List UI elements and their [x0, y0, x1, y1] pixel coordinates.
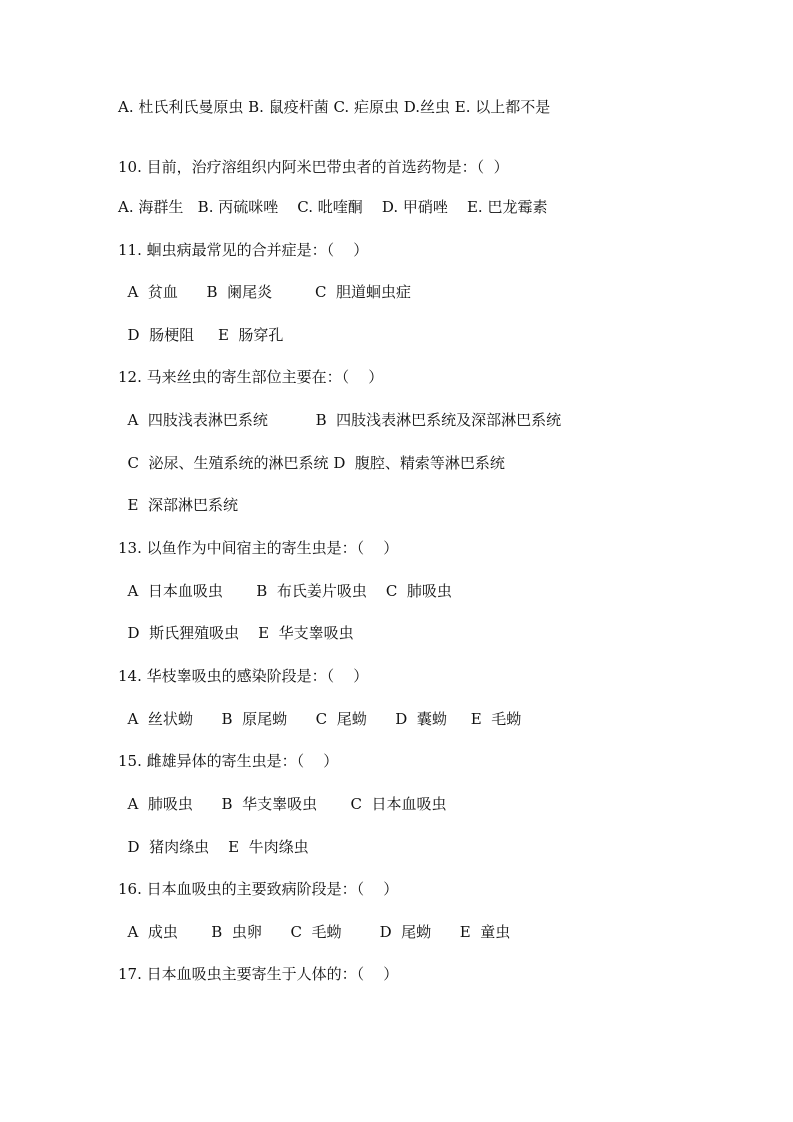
q15-options-row1: A 肺吸虫 B 华支睾吸虫 C 日本血吸虫: [118, 795, 447, 813]
q9-options: A. 杜氏利氏曼原虫 B. 鼠疫杆菌 C. 疟原虫 D.丝虫 E. 以上都不是: [118, 98, 551, 116]
question-11: 11. 蛔虫病最常见的合并症是：（ ）: [118, 241, 369, 259]
q15-options-row2: D 猪肉绦虫 E 牛肉绦虫: [118, 838, 309, 856]
q11-options-row1: A 贫血 B 阑尾炎 C 胆道蛔虫症: [118, 283, 411, 301]
question-13: 13. 以鱼作为中间宿主的寄生虫是：（ ）: [118, 539, 399, 557]
q12-options-row2: C 泌尿、生殖系统的淋巴系统 D 腹腔、精索等淋巴系统: [118, 454, 505, 472]
question-14: 14. 华枝睾吸虫的感染阶段是：（ ）: [118, 667, 369, 685]
q13-options-row2: D 斯氏狸殖吸虫 E 华支睾吸虫: [118, 624, 354, 642]
question-17: 17. 日本血吸虫主要寄生于人体的：（ ）: [118, 965, 399, 983]
question-12: 12. 马来丝虫的寄生部位主要在：（ ）: [118, 368, 384, 386]
q12-options-row3: E 深部淋巴系统: [118, 496, 239, 514]
question-15: 15. 雌雄异体的寄生虫是：（ ）: [118, 752, 339, 770]
q13-options-row1: A 日本血吸虫 B 布氏姜片吸虫 C 肺吸虫: [118, 582, 452, 600]
q10-options: A. 海群生 B. 丙硫咪唑 C. 吡喹酮 D. 甲硝唑 E. 巴龙霉素: [118, 198, 548, 216]
q16-options: A 成虫 B 虫卵 C 毛蚴 D 尾蚴 E 童虫: [118, 923, 511, 941]
q14-options: A 丝状蚴 B 原尾蚴 C 尾蚴 D 囊蚴 E 毛蚴: [118, 710, 522, 728]
q11-options-row2: D 肠梗阻 E 肠穿孔: [118, 326, 284, 344]
q12-options-row1: A 四肢浅表淋巴系统 B 四肢浅表淋巴系统及深部淋巴系统: [118, 411, 562, 429]
question-10: 10. 目前，治疗溶组织内阿米巴带虫者的首选药物是：（ ）: [118, 158, 509, 176]
question-16: 16. 日本血吸虫的主要致病阶段是：（ ）: [118, 880, 399, 898]
